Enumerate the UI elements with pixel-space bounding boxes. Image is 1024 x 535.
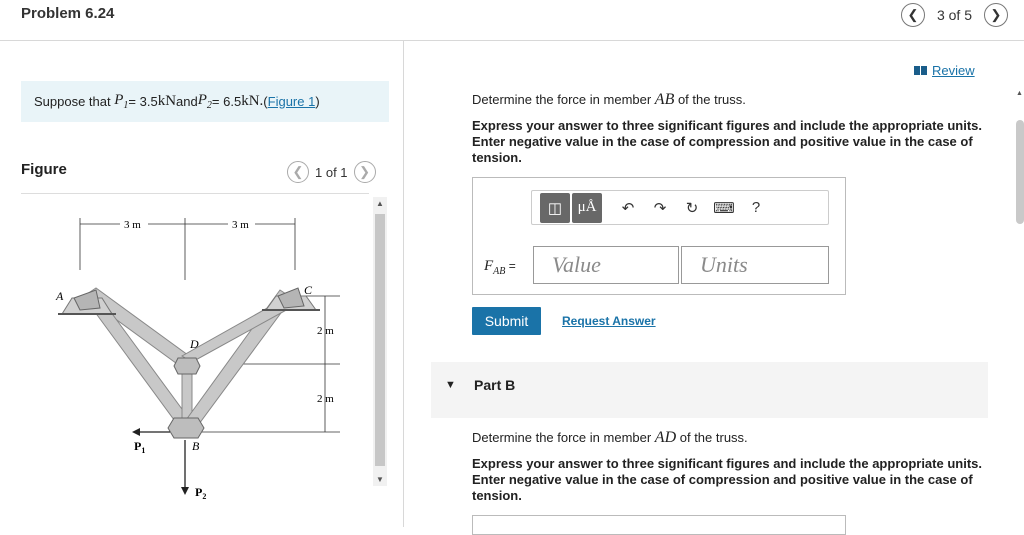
given-values-box: Suppose that $P_1$ = 3.5 kN and $P_2$ = 6.5 kN. ( Figure 1 ) <box>21 81 389 122</box>
p1-symbol: $P_1$ <box>114 92 129 111</box>
chevron-left-icon: ❮ <box>907 7 919 22</box>
member-ab: AB <box>654 91 675 108</box>
figure-pager-text: 1 of 1 <box>315 164 348 180</box>
p2-value: = 6.5 <box>211 94 242 109</box>
undo-button[interactable] <box>612 192 644 224</box>
page-title: Problem 6.24 <box>21 5 115 22</box>
previous-problem-button[interactable] <box>901 3 925 27</box>
label-A: A <box>56 289 64 303</box>
joint-B <box>168 418 204 438</box>
figure-scrollbar[interactable] <box>373 197 387 486</box>
scroll-up-icon[interactable]: ▲ <box>1016 90 1023 97</box>
units-button[interactable]: μÅ <box>572 193 602 223</box>
scroll-up-icon[interactable]: ▲ <box>376 199 384 208</box>
chevron-right-icon: ❯ <box>359 164 370 179</box>
next-figure-button[interactable] <box>354 161 376 183</box>
previous-figure-button[interactable] <box>287 161 309 183</box>
expand-triangle-icon: ▼ <box>445 379 456 391</box>
scroll-down-icon[interactable]: ▼ <box>376 475 384 484</box>
p2-unit: kN. <box>241 93 264 109</box>
problem-pager-text: 3 of 5 <box>936 7 972 23</box>
part-b-header[interactable] <box>431 362 988 418</box>
reset-icon: ↻ <box>685 199 699 217</box>
redo-icon: ↷ <box>653 199 667 217</box>
undo-icon: ↶ <box>621 199 635 217</box>
keyboard-icon: ⌨ <box>713 199 735 217</box>
page-scrollbar[interactable] <box>1014 90 1024 527</box>
figure-label: Figure <box>21 161 67 178</box>
label-D: D <box>190 337 199 351</box>
p2-symbol: $P_2$ <box>197 92 212 111</box>
answer-box-b <box>472 515 846 535</box>
chevron-right-icon: ❯ <box>990 7 1002 22</box>
units-input[interactable]: Units <box>681 246 829 284</box>
figure-pager <box>287 161 376 183</box>
member-ad: AD <box>654 429 677 446</box>
submit-button[interactable]: Submit <box>472 307 541 335</box>
book-icon <box>914 66 927 75</box>
label-C: C <box>304 283 313 297</box>
label-P2: $P_2$ <box>195 485 207 500</box>
templates-icon: ◫ <box>547 199 563 217</box>
joint-D <box>174 358 200 374</box>
figure-divider <box>21 193 369 194</box>
keyboard-button[interactable] <box>708 192 740 224</box>
chevron-left-icon: ❮ <box>292 164 304 179</box>
part-b-question: Determine the force in member AD of the truss. <box>472 429 748 446</box>
reset-button[interactable] <box>676 192 708 224</box>
redo-button[interactable] <box>644 192 676 224</box>
given-prefix: Suppose that <box>34 94 111 109</box>
value-input[interactable]: Value <box>533 246 679 284</box>
given-and: and <box>176 94 198 109</box>
next-problem-button[interactable] <box>984 3 1008 27</box>
dim-2m-top: 2 m <box>317 325 334 337</box>
p1-value: = 3.5 <box>128 94 158 109</box>
part-b-label: Part B <box>474 377 516 393</box>
math-toolbar <box>531 190 829 225</box>
review-link[interactable]: Review <box>914 63 975 78</box>
dim-3m-left: 3 m <box>124 219 141 231</box>
header <box>0 0 1024 41</box>
truss-figure <box>40 210 350 505</box>
field-label-fab: $F_{AB}$ = <box>484 258 516 277</box>
problem-pager <box>901 3 1008 27</box>
request-answer-link[interactable]: Request Answer <box>562 314 656 328</box>
dim-2m-bottom: 2 m <box>317 393 334 405</box>
p1-unit: kN <box>157 93 177 109</box>
answer-box-a <box>472 177 846 295</box>
dim-3m-right: 3 m <box>232 219 249 231</box>
truss-diagram <box>40 210 350 500</box>
figure-link[interactable]: Figure 1 <box>267 94 316 109</box>
part-b-instructions: Express your answer to three significant figures and include the appropriate units. Enter negative value in the case of compression and positive value in the case of tension. <box>472 456 982 503</box>
help-button[interactable]: ? <box>751 199 761 216</box>
label-B: B <box>192 439 200 453</box>
label-P1: $P_1$ <box>134 439 146 455</box>
scroll-thumb[interactable] <box>375 214 385 466</box>
page-scroll-thumb[interactable] <box>1016 120 1024 224</box>
part-a-question: Determine the force in member AB of the truss. <box>472 91 746 108</box>
templates-button[interactable] <box>540 193 570 223</box>
part-a-instructions: Express your answer to three significant figures and include the appropriate units. Enter negative value in the case of compression and positive value in the case of tension. <box>472 118 982 165</box>
